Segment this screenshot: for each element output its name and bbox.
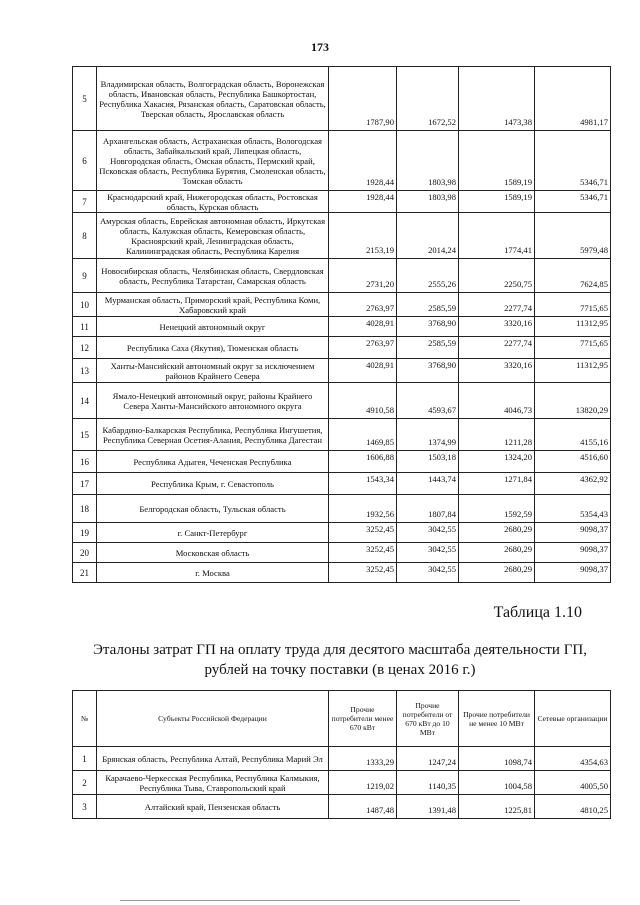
row-value-4: 4981,17 [535, 67, 611, 131]
row-value-2: 1503,18 [397, 451, 459, 473]
row-number: 16 [73, 451, 97, 473]
row-region: Ханты-Мансийский автономный округ за исключением районов Крайнего Севера [97, 359, 329, 383]
row-value-3: 1098,74 [459, 747, 535, 771]
row-value-3: 1225,81 [459, 795, 535, 819]
table-row [73, 419, 611, 451]
row-number: 21 [73, 563, 97, 583]
row-number: 8 [73, 213, 97, 259]
row-region: Республика Саха (Якутия), Тюменская область [97, 337, 329, 359]
row-value-1: 1487,48 [329, 795, 397, 819]
row-region: Мурманская область, Приморский край, Республика Коми, Хабаровский край [97, 293, 329, 317]
row-region: Амурская область, Еврейская автономная область, Иркутская область, Калужская область, Кемеровская область, Красноярский край, Ленинградская область, Калининградская область, Республика Карелия [97, 213, 329, 259]
row-region: Архангельская область, Астраханская область, Вологодская область, Забайкальский край, Липецкая область, Новгородская область, Омская область, Пермский край, Псковская область, Республика Бурятия, Смоленская область, Томская область [97, 131, 329, 191]
row-value-3: 1774,41 [459, 213, 535, 259]
row-value-4: 4155,16 [535, 419, 611, 451]
row-value-1: 3252,45 [329, 543, 397, 563]
row-value-1: 1219,02 [329, 771, 397, 795]
row-region: Краснодарский край, Нижегородская область, Ростовская область, Курская область [97, 191, 329, 213]
row-value-1: 3252,45 [329, 563, 397, 583]
row-value-4: 13820,29 [535, 383, 611, 419]
row-value-3: 1592,59 [459, 495, 535, 523]
row-value-2: 2014,24 [397, 213, 459, 259]
row-value-1: 2763,97 [329, 337, 397, 359]
row-value-3: 3320,16 [459, 359, 535, 383]
row-value-3: 2680,29 [459, 543, 535, 563]
row-value-4: 4354,63 [535, 747, 611, 771]
row-number: 11 [73, 317, 97, 337]
table-row [73, 523, 611, 543]
row-value-4: 7715,65 [535, 293, 611, 317]
table-row [73, 359, 611, 383]
row-value-2: 1247,24 [397, 747, 459, 771]
row-number: 15 [73, 419, 97, 451]
row-region: Московская область [97, 543, 329, 563]
header-large-consumers: Прочие потребители не менее 10 МВт [459, 691, 535, 747]
scan-edge-line [120, 900, 520, 901]
table-title: Эталоны затрат ГП на оплату труда для десятого масштаба деятельности ГП, рублей на точку поставки (в ценах 2016 г.) [93, 642, 587, 678]
row-region: Ямало-Ненецкий автономный округ, районы Крайнего Севера Ханты-Мансийского автономного округа [97, 383, 329, 419]
row-value-1: 4028,91 [329, 359, 397, 383]
row-number: 20 [73, 543, 97, 563]
row-number: 14 [73, 383, 97, 419]
row-value-3: 2680,29 [459, 523, 535, 543]
row-number: 18 [73, 495, 97, 523]
row-region: Белгородская область, Тульская область [97, 495, 329, 523]
row-value-3: 2680,29 [459, 563, 535, 583]
row-value-2: 1391,48 [397, 795, 459, 819]
row-value-2: 3768,90 [397, 359, 459, 383]
row-number: 2 [73, 771, 97, 795]
page-number: 173 [311, 40, 329, 54]
row-value-4: 7624,85 [535, 259, 611, 293]
row-value-3: 2277,74 [459, 337, 535, 359]
row-value-4: 5346,71 [535, 131, 611, 191]
row-region: Владимирская область, Волгоградская область, Воронежская область, Ивановская область, Республика Башкортостан, Республика Хакасия, Рязанская область, Саратовская область, Тверская область, Ярославская область [97, 67, 329, 131]
row-value-2: 3042,55 [397, 523, 459, 543]
row-value-1: 1543,34 [329, 473, 397, 495]
row-value-1: 2153,19 [329, 213, 397, 259]
row-value-2: 1803,98 [397, 191, 459, 213]
row-number: 12 [73, 337, 97, 359]
row-value-3: 1589,19 [459, 191, 535, 213]
row-value-3: 4046,73 [459, 383, 535, 419]
table-row [73, 317, 611, 337]
table-row [73, 67, 611, 131]
table-label: Таблица 1.10 [493, 604, 582, 621]
row-value-1: 1928,44 [329, 131, 397, 191]
row-value-2: 3042,55 [397, 563, 459, 583]
row-value-4: 4005,50 [535, 771, 611, 795]
row-value-3: 2250,75 [459, 259, 535, 293]
row-number: 7 [73, 191, 97, 213]
row-value-3: 1271,84 [459, 473, 535, 495]
row-value-2: 2585,59 [397, 337, 459, 359]
table-row [73, 495, 611, 523]
header-medium-consumers: Прочие потребители от 670 кВт до 10 МВт [397, 691, 459, 747]
row-number: 9 [73, 259, 97, 293]
table-row [73, 191, 611, 213]
row-region: Карачаево-Черкесская Республика, Республика Калмыкия, Республика Тыва, Ставропольский край [97, 771, 329, 795]
row-region: г. Санкт-Петербург [97, 523, 329, 543]
table-row [73, 543, 611, 563]
row-value-1: 3252,45 [329, 523, 397, 543]
row-value-4: 4362,92 [535, 473, 611, 495]
row-value-4: 4516,60 [535, 451, 611, 473]
row-value-1: 1469,85 [329, 419, 397, 451]
row-region: Республика Адыгея, Чеченская Республика [97, 451, 329, 473]
row-value-2: 3768,90 [397, 317, 459, 337]
row-value-1: 2731,20 [329, 259, 397, 293]
row-number: 3 [73, 795, 97, 819]
row-value-1: 1787,90 [329, 67, 397, 131]
row-number: 6 [73, 131, 97, 191]
row-value-2: 1443,74 [397, 473, 459, 495]
row-region: г. Москва [97, 563, 329, 583]
row-region: Ненецкий автономный округ [97, 317, 329, 337]
row-value-2: 1140,35 [397, 771, 459, 795]
row-value-4: 9098,37 [535, 563, 611, 583]
row-number: 17 [73, 473, 97, 495]
row-value-3: 2277,74 [459, 293, 535, 317]
row-value-2: 2555,26 [397, 259, 459, 293]
row-value-2: 2585,59 [397, 293, 459, 317]
row-value-4: 4810,25 [535, 795, 611, 819]
row-number: 1 [73, 747, 97, 771]
row-value-1: 4910,58 [329, 383, 397, 419]
table-row [73, 383, 611, 419]
row-value-4: 9098,37 [535, 543, 611, 563]
table-row [73, 293, 611, 317]
row-value-4: 5979,48 [535, 213, 611, 259]
row-number: 5 [73, 67, 97, 131]
row-value-2: 4593,67 [397, 383, 459, 419]
row-value-2: 1803,98 [397, 131, 459, 191]
row-value-1: 1932,56 [329, 495, 397, 523]
row-number: 19 [73, 523, 97, 543]
row-value-2: 3042,55 [397, 543, 459, 563]
row-value-1: 4028,91 [329, 317, 397, 337]
row-value-4: 5346,71 [535, 191, 611, 213]
table-row [73, 747, 611, 771]
cost-table-10 [72, 690, 611, 819]
row-region: Алтайский край, Пензенская область [97, 795, 329, 819]
header-small-consumers: Прочие потребители менее 670 кВт [329, 691, 397, 747]
row-region: Брянская область, Республика Алтай, Республика Марий Эл [97, 747, 329, 771]
header-grid-organizations: Сетевые организации [535, 691, 611, 747]
row-value-1: 1333,29 [329, 747, 397, 771]
row-value-1: 2763,97 [329, 293, 397, 317]
row-value-4: 7715,65 [535, 337, 611, 359]
table-row [73, 451, 611, 473]
table-row [73, 337, 611, 359]
table-row [73, 795, 611, 819]
row-value-3: 1473,38 [459, 67, 535, 131]
row-number: 13 [73, 359, 97, 383]
table-row [73, 563, 611, 583]
row-region: Новосибирская область, Челябинская область, Свердловская область, Республика Татарстан, Самарская область [97, 259, 329, 293]
table-row [73, 771, 611, 795]
row-value-3: 1004,58 [459, 771, 535, 795]
header-num: № [73, 691, 97, 747]
table-row [73, 473, 611, 495]
row-value-3: 1324,20 [459, 451, 535, 473]
header-region: Субъекты Российской Федерации [97, 691, 329, 747]
row-value-3: 3320,16 [459, 317, 535, 337]
row-value-2: 1374,99 [397, 419, 459, 451]
row-region: Республика Крым, г. Севастополь [97, 473, 329, 495]
table-row [73, 213, 611, 259]
row-value-3: 1589,19 [459, 131, 535, 191]
row-value-1: 1928,44 [329, 191, 397, 213]
row-value-4: 11312,95 [535, 359, 611, 383]
row-value-4: 9098,37 [535, 523, 611, 543]
cost-table-continued [72, 66, 611, 583]
row-value-1: 1606,88 [329, 451, 397, 473]
row-value-2: 1807,84 [397, 495, 459, 523]
row-region: Кабардино-Балкарская Республика, Республика Ингушетия, Республика Северная Осетия-Алания, Республика Дагестан [97, 419, 329, 451]
table-row [73, 259, 611, 293]
table-row [73, 131, 611, 191]
row-value-4: 5354,43 [535, 495, 611, 523]
row-value-4: 11312,95 [535, 317, 611, 337]
row-value-2: 1672,52 [397, 67, 459, 131]
row-value-3: 1211,28 [459, 419, 535, 451]
row-number: 10 [73, 293, 97, 317]
